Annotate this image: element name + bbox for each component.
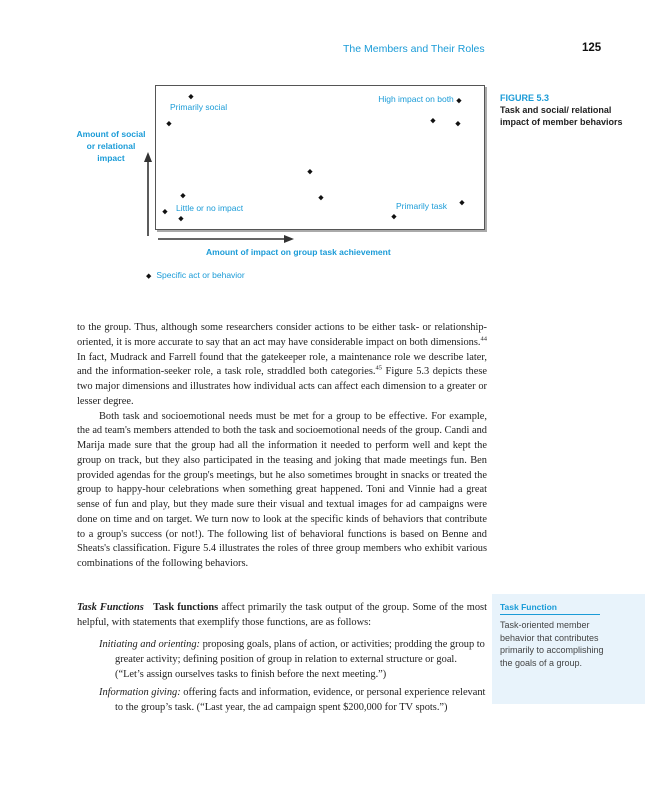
quadrant-label-high-impact: High impact on both xyxy=(378,94,454,104)
legend-label: Specific act or behavior xyxy=(156,270,245,280)
quadrant-label-primarily-social: Primarily social xyxy=(170,102,228,112)
x-axis-arrowhead xyxy=(284,235,294,243)
glossary-rule xyxy=(500,614,600,615)
figure-caption xyxy=(500,92,630,128)
y-axis-arrowhead xyxy=(144,152,152,162)
figure-legend xyxy=(146,270,245,280)
behavior-point: ◆ xyxy=(459,199,465,207)
behavior-point: ◆ xyxy=(178,215,184,223)
behavior-point: ◆ xyxy=(188,93,194,101)
behavior-point: ◆ xyxy=(307,168,313,176)
glossary-term: Task Function xyxy=(500,602,557,612)
behavior-point: ◆ xyxy=(430,117,436,125)
behavior-point: ◆ xyxy=(180,192,186,200)
function-item: Initiating and orienting: proposing goals, plans of action, or activities; prodding the group to greater activity; defining position of group in relation to external structure or goal. (“Let’s assign ourselves tasks to finish before the next meeting.”) xyxy=(99,639,485,680)
paragraph: Both task and socioemotional needs must be met for a group to be effective. For example, the ad team's members attended to both the task and socioemotional needs of the group. Candi and Marija made sure that the group had all the information it needed to perform well and kept the group on track, but they also participated in the teasing and joking that made meetings fun. Ben provided agendas for the group's meetings, but he also sometimes brought in snacks or treated the group to happy-hour celebrations when something great happened. Toni and Vinnie had a great sense of fun and play, but they made sure their visual and textual images for ad campaigns were done on time and on target. We turn now to look at the specific kinds of behaviors that contribute to a group's success (or not!). The following list of behavioral functions is based on Benne and Sheats's classification. Figure 5.4 illustrates the roles of three group members who exhibit various combinations of the following behaviors. xyxy=(77,410,487,569)
figure-x-axis-label: Amount of impact on group task achievement xyxy=(206,247,391,257)
behavior-point: ◆ xyxy=(162,208,168,216)
page-number: 125 xyxy=(582,42,602,54)
key-term: Task functions xyxy=(153,602,219,613)
section-intro: Task Functions Task functions affect primarily the task output of the group. Some of the most helpful, with statements that exemplify those functions, are as follows: xyxy=(77,602,487,628)
legend-marker-icon: ◆ xyxy=(146,273,152,280)
behavior-point: ◆ xyxy=(166,120,172,128)
footnote-ref: 44 xyxy=(480,335,487,343)
figure-title: Task and social/ relational impact of member behaviors xyxy=(500,105,623,127)
footnote-ref: 45 xyxy=(375,364,383,372)
figure-plot-box xyxy=(155,85,485,230)
body-text xyxy=(77,321,487,572)
function-item: Information giving: offering facts and information, evidence, or personal experience relevant to the group’s task. (“Last year, the ad campaign spent $200,000 for TV spots.”) xyxy=(99,687,486,713)
glossary-sidebar xyxy=(492,594,645,704)
paragraph: to the group. Thus, although some researchers consider actions to be either task- or relationship-oriented, it is more accurate to say that an act may have considerable impact on both dimensions.$^{44}$ In fact, Mudrack and Farrell found that the gatekeeper role, a maintenance role we describe later, and the information-seeker role, a task role, straddled both categories.$^{45}$ Figure 5.3 depicts these two major dimensions and illustrates how individual acts can affect each dimension to a greater or lesser degree. xyxy=(77,322,487,407)
behavior-point: ◆ xyxy=(456,97,462,105)
behavior-point: ◆ xyxy=(455,120,461,128)
task-functions-section xyxy=(77,600,487,715)
figure-y-axis-label: Amount of social or relational impact xyxy=(76,129,146,163)
section-heading: Task Functions xyxy=(77,602,144,613)
figure-number: FIGURE 5.3 xyxy=(500,93,550,103)
running-head: The Members and Their Roles xyxy=(343,43,485,55)
behavior-point: ◆ xyxy=(391,213,397,221)
quadrant-label-little-impact: Little or no impact xyxy=(176,203,244,213)
behavior-point: ◆ xyxy=(318,194,324,202)
glossary-definition: Task-oriented member behavior that contributes primarily to accomplishing the goals of a group. xyxy=(500,620,604,668)
quadrant-label-primarily-task: Primarily task xyxy=(396,201,448,211)
